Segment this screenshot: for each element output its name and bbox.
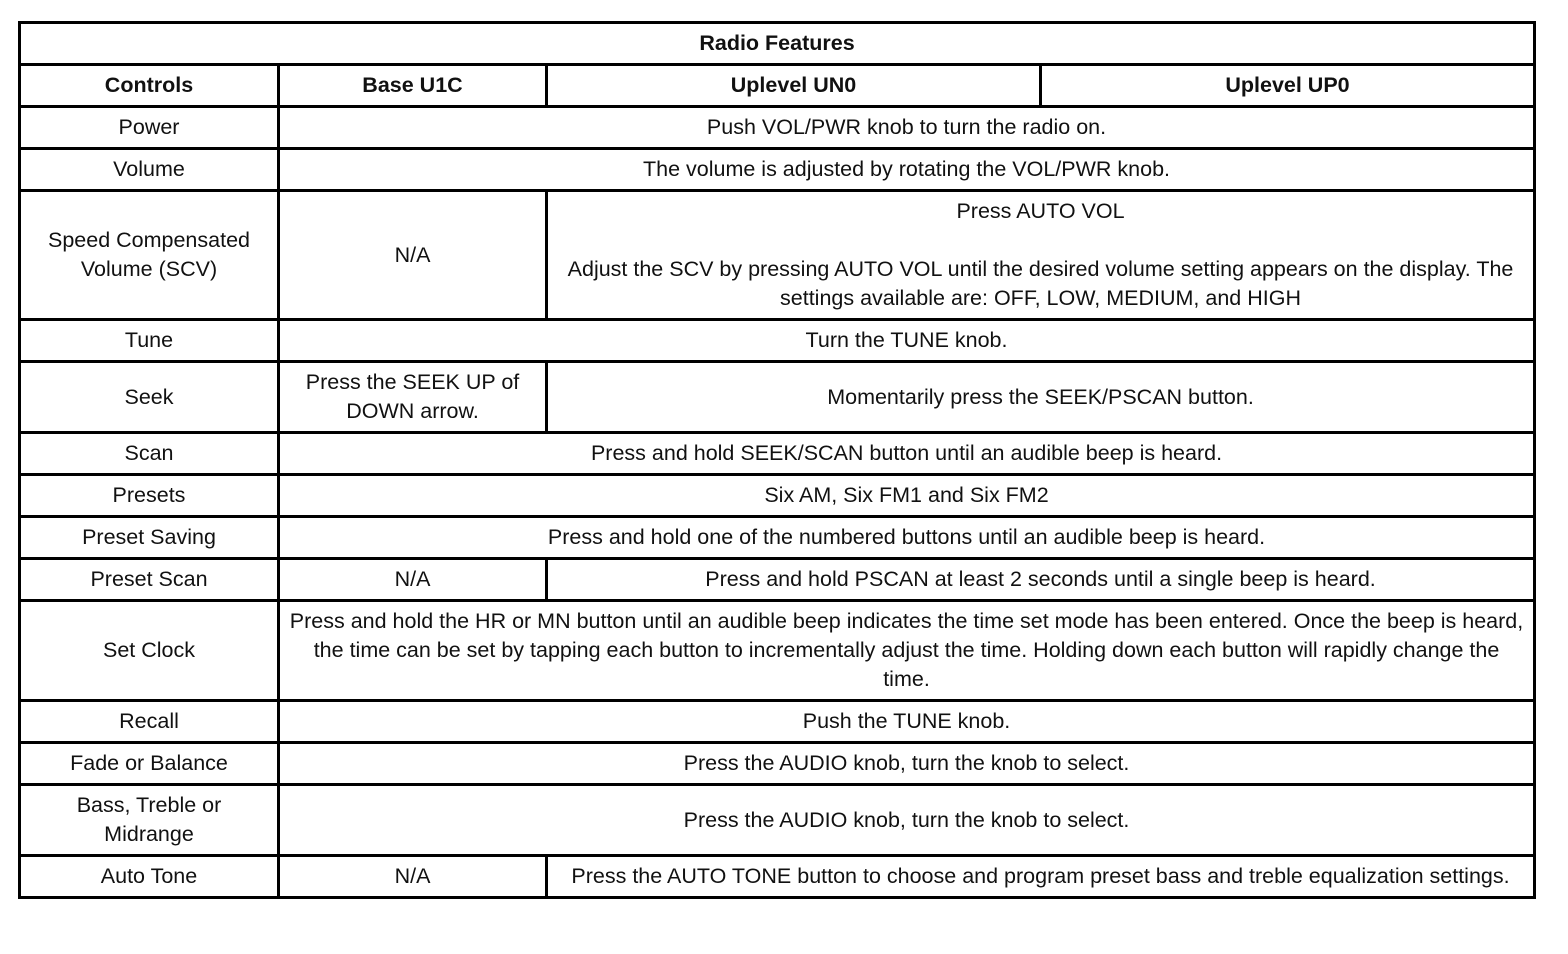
- table-row: [20, 433, 1535, 475]
- control-name: Recall: [20, 701, 279, 743]
- feature-description: The volume is adjusted by rotating the VOL/PWR knob.: [279, 149, 1535, 191]
- control-name: Preset Scan: [20, 559, 279, 601]
- table-title: Radio Features: [20, 23, 1535, 65]
- column-header-uplevel-up0: Uplevel UP0: [1041, 65, 1535, 107]
- base-value: Press the SEEK UP of DOWN arrow.: [279, 362, 547, 433]
- control-name: Volume: [20, 149, 279, 191]
- feature-description: Six AM, Six FM1 and Six FM2: [279, 475, 1535, 517]
- control-name: Preset Saving: [20, 517, 279, 559]
- table-row: [20, 701, 1535, 743]
- feature-description: Press the AUDIO knob, turn the knob to select.: [279, 785, 1535, 856]
- table-row: [20, 107, 1535, 149]
- control-name: Power: [20, 107, 279, 149]
- uplevel-description: [547, 191, 1535, 320]
- control-name: Seek: [20, 362, 279, 433]
- control-name: Set Clock: [20, 601, 279, 701]
- column-header-uplevel-un0: Uplevel UN0: [547, 65, 1041, 107]
- column-header-controls: Controls: [20, 65, 279, 107]
- feature-description: Push the TUNE knob.: [279, 701, 1535, 743]
- feature-description: Push VOL/PWR knob to turn the radio on.: [279, 107, 1535, 149]
- control-name: Auto Tone: [20, 856, 279, 898]
- control-name: Bass, Treble or Midrange: [20, 785, 279, 856]
- feature-description: Press and hold one of the numbered buttons until an audible beep is heard.: [279, 517, 1535, 559]
- feature-description: Press the AUDIO knob, turn the knob to select.: [279, 743, 1535, 785]
- uplevel-description-line2: Adjust the SCV by pressing AUTO VOL until the desired volume setting appears on the display. The settings available are: OFF, LOW, MEDIUM, and HIGH: [567, 257, 1514, 310]
- table-row: [20, 191, 1535, 320]
- table-row: [20, 856, 1535, 898]
- base-value: N/A: [279, 856, 547, 898]
- control-name: Scan: [20, 433, 279, 475]
- control-name: Tune: [20, 320, 279, 362]
- table-title-row: [20, 23, 1535, 65]
- table-row: [20, 743, 1535, 785]
- table-row: [20, 601, 1535, 701]
- radio-features-table: [18, 21, 1536, 899]
- radio-features-document: [18, 21, 1536, 899]
- uplevel-description: Momentarily press the SEEK/PSCAN button.: [547, 362, 1535, 433]
- feature-description: Turn the TUNE knob.: [279, 320, 1535, 362]
- control-name: Presets: [20, 475, 279, 517]
- table-row: [20, 517, 1535, 559]
- table-header-row: [20, 65, 1535, 107]
- control-name: Fade or Balance: [20, 743, 279, 785]
- table-row: [20, 362, 1535, 433]
- paragraph-spacer: [556, 226, 1525, 255]
- table-row: [20, 475, 1535, 517]
- feature-description: Press and hold the HR or MN button until an audible beep indicates the time set mode has been entered. Once the beep is heard, the time can be set by tapping each button to incrementally adjust the time. Holding down each button will rapidly change the time.: [279, 601, 1535, 701]
- table-row: [20, 320, 1535, 362]
- uplevel-description: Press the AUTO TONE button to choose and program preset bass and treble equalization settings.: [547, 856, 1535, 898]
- base-value: N/A: [279, 191, 547, 320]
- uplevel-description: Press and hold PSCAN at least 2 seconds until a single beep is heard.: [547, 559, 1535, 601]
- feature-description: Press and hold SEEK/SCAN button until an audible beep is heard.: [279, 433, 1535, 475]
- table-row: [20, 149, 1535, 191]
- uplevel-description-line1: Press AUTO VOL: [956, 199, 1125, 223]
- column-header-base-u1c: Base U1C: [279, 65, 547, 107]
- table-row: [20, 785, 1535, 856]
- control-name: Speed Compensated Volume (SCV): [20, 191, 279, 320]
- base-value: N/A: [279, 559, 547, 601]
- table-row: [20, 559, 1535, 601]
